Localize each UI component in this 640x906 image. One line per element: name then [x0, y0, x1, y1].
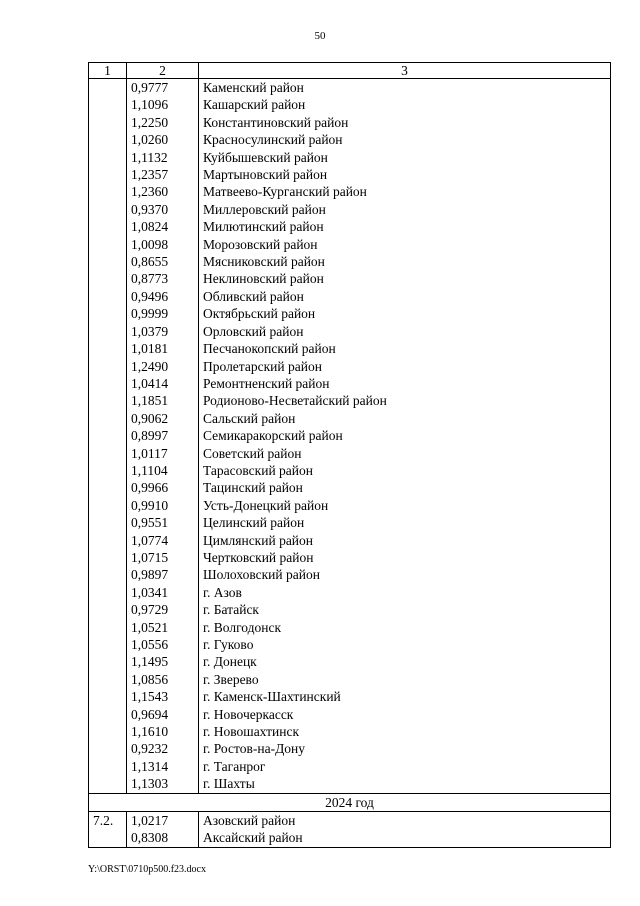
coefficient-cell: 1,1104: [127, 462, 199, 479]
row-number-cell: [89, 218, 127, 235]
coefficient-cell: 0,9897: [127, 566, 199, 583]
row-number-cell: [89, 340, 127, 357]
table-row: [89, 584, 611, 601]
table-row: [89, 514, 611, 531]
header-col-2: 2: [127, 63, 199, 79]
district-name-cell: г. Новошахтинск: [199, 723, 611, 740]
row-number-cell: [89, 497, 127, 514]
row-number-cell: [89, 758, 127, 775]
table-row: [89, 358, 611, 375]
row-number-cell: [89, 549, 127, 566]
district-name-cell: Кашарский район: [199, 96, 611, 113]
table-header-row: [89, 63, 611, 79]
table-row: [89, 479, 611, 496]
row-number-cell: [89, 201, 127, 218]
district-name-cell: Константиновский район: [199, 114, 611, 131]
district-name-cell: Мартыновский район: [199, 166, 611, 183]
district-name-cell: Матвеево-Курганский район: [199, 183, 611, 200]
coefficient-cell: 0,8773: [127, 270, 199, 287]
coefficient-cell: 0,9777: [127, 79, 199, 97]
coefficient-cell: 1,1096: [127, 96, 199, 113]
row-number-cell: [89, 270, 127, 287]
table-row: [89, 236, 611, 253]
coefficient-cell: 1,0260: [127, 131, 199, 148]
table-row: [89, 829, 611, 847]
district-name-cell: Неклиновский район: [199, 270, 611, 287]
row-number-cell: [89, 829, 127, 847]
district-name-cell: г. Батайск: [199, 601, 611, 618]
coefficient-cell: 1,0715: [127, 549, 199, 566]
table-row: [89, 566, 611, 583]
coefficient-cell: 0,9232: [127, 740, 199, 757]
table-row: [89, 427, 611, 444]
row-number-cell: [89, 584, 127, 601]
table-row: [89, 653, 611, 670]
district-name-cell: Орловский район: [199, 323, 611, 340]
row-number-cell: [89, 514, 127, 531]
table-row: [89, 149, 611, 166]
coefficient-cell: 1,0521: [127, 619, 199, 636]
district-name-cell: г. Азов: [199, 584, 611, 601]
row-number-cell: [89, 305, 127, 322]
coefficient-cell: 1,1851: [127, 392, 199, 409]
header-col-3: 3: [199, 63, 611, 79]
table-row: [89, 549, 611, 566]
year-heading-row: [89, 793, 611, 811]
coefficient-cell: 1,0856: [127, 671, 199, 688]
district-name-cell: Обливский район: [199, 288, 611, 305]
district-name-cell: Семикаракорский район: [199, 427, 611, 444]
district-name-cell: Чертковский район: [199, 549, 611, 566]
district-name-cell: Аксайский район: [199, 829, 611, 847]
coefficient-cell: 1,1132: [127, 149, 199, 166]
coefficient-cell: 0,8308: [127, 829, 199, 847]
district-name-cell: г. Зверево: [199, 671, 611, 688]
coefficient-cell: 0,9910: [127, 497, 199, 514]
district-name-cell: Куйбышевский район: [199, 149, 611, 166]
table-row: [89, 375, 611, 392]
district-name-cell: Тарасовский район: [199, 462, 611, 479]
row-number-cell: [89, 149, 127, 166]
table-row: [89, 636, 611, 653]
district-name-cell: Песчанокопский район: [199, 340, 611, 357]
table-row: [89, 688, 611, 705]
coefficient-cell: 0,8655: [127, 253, 199, 270]
row-number-cell: [89, 375, 127, 392]
coefficient-cell: 1,0414: [127, 375, 199, 392]
table-row: [89, 340, 611, 357]
row-number-cell: [89, 183, 127, 200]
row-number-cell: [89, 740, 127, 757]
coefficient-cell: 1,0379: [127, 323, 199, 340]
coefficient-cell: 0,9551: [127, 514, 199, 531]
table-row: [89, 218, 611, 235]
district-name-cell: г. Каменск-Шахтинский: [199, 688, 611, 705]
table-row: [89, 305, 611, 322]
district-name-cell: Каменский район: [199, 79, 611, 97]
row-number-cell: [89, 532, 127, 549]
district-name-cell: г. Новочеркасск: [199, 706, 611, 723]
district-name-cell: Сальский район: [199, 410, 611, 427]
district-name-cell: Ремонтненский район: [199, 375, 611, 392]
district-name-cell: г. Таганрог: [199, 758, 611, 775]
row-number-cell: [89, 566, 127, 583]
coefficient-cell: 1,0556: [127, 636, 199, 653]
district-name-cell: г. Волгодонск: [199, 619, 611, 636]
coefficient-cell: 1,1303: [127, 775, 199, 793]
row-number-cell: [89, 392, 127, 409]
district-name-cell: г. Гуково: [199, 636, 611, 653]
district-name-cell: Родионово-Несветайский район: [199, 392, 611, 409]
table-row: [89, 96, 611, 113]
coefficients-table: [88, 62, 611, 848]
coefficient-cell: 1,2360: [127, 183, 199, 200]
row-number-cell: [89, 79, 127, 97]
district-name-cell: г. Ростов-на-Дону: [199, 740, 611, 757]
page-number: 50: [314, 30, 326, 42]
row-number-cell: [89, 323, 127, 340]
row-number-cell: [89, 688, 127, 705]
table-row: [89, 288, 611, 305]
coefficient-cell: 0,9966: [127, 479, 199, 496]
table-row: [89, 462, 611, 479]
table-row: [89, 183, 611, 200]
row-number-cell: [89, 445, 127, 462]
coefficient-cell: 1,0098: [127, 236, 199, 253]
district-name-cell: Красносулинский район: [199, 131, 611, 148]
table-row: [89, 812, 611, 830]
row-number-cell: [89, 479, 127, 496]
table-row: [89, 601, 611, 618]
coefficient-cell: 0,9370: [127, 201, 199, 218]
coefficient-cell: 1,0341: [127, 584, 199, 601]
coefficient-cell: 0,9999: [127, 305, 199, 322]
row-number-cell: [89, 619, 127, 636]
coefficient-cell: 1,0181: [127, 340, 199, 357]
table-row: [89, 740, 611, 757]
table-row: [89, 392, 611, 409]
row-number-cell: [89, 636, 127, 653]
district-name-cell: Тацинский район: [199, 479, 611, 496]
table-row: [89, 410, 611, 427]
district-name-cell: Цимлянский район: [199, 532, 611, 549]
row-number-cell: [89, 288, 127, 305]
year-heading: 2024 год: [89, 793, 611, 811]
coefficient-cell: 0,9694: [127, 706, 199, 723]
row-number-cell: [89, 131, 127, 148]
table-row: [89, 131, 611, 148]
table-row: [89, 497, 611, 514]
row-number-cell: [89, 601, 127, 618]
table-row: [89, 706, 611, 723]
coefficient-cell: 1,2490: [127, 358, 199, 375]
row-number-cell: [89, 166, 127, 183]
district-name-cell: Усть-Донецкий район: [199, 497, 611, 514]
coefficient-cell: 1,0824: [127, 218, 199, 235]
table-row: [89, 445, 611, 462]
row-number-cell: [89, 462, 127, 479]
table-row: [89, 532, 611, 549]
row-number-cell: [89, 653, 127, 670]
district-name-cell: Миллеровский район: [199, 201, 611, 218]
coefficient-cell: 1,1610: [127, 723, 199, 740]
district-name-cell: Мясниковский район: [199, 253, 611, 270]
header-col-1: 1: [89, 63, 127, 79]
table-row: [89, 671, 611, 688]
district-name-cell: Азовский район: [199, 812, 611, 830]
row-number-cell: [89, 427, 127, 444]
table-row: [89, 166, 611, 183]
coefficient-cell: 1,0217: [127, 812, 199, 830]
table-row: [89, 775, 611, 793]
district-name-cell: г. Донецк: [199, 653, 611, 670]
coefficient-cell: 0,9496: [127, 288, 199, 305]
district-name-cell: Октябрьский район: [199, 305, 611, 322]
table-row: [89, 619, 611, 636]
row-number-cell: 7.2.: [89, 812, 127, 830]
coefficient-cell: 0,9729: [127, 601, 199, 618]
district-name-cell: Милютинский район: [199, 218, 611, 235]
table-row: [89, 323, 611, 340]
row-number-cell: [89, 358, 127, 375]
table-row: [89, 79, 611, 97]
table-row: [89, 270, 611, 287]
district-name-cell: Целинский район: [199, 514, 611, 531]
row-number-cell: [89, 775, 127, 793]
coefficient-cell: 0,9062: [127, 410, 199, 427]
coefficient-cell: 0,8997: [127, 427, 199, 444]
district-name-cell: Шолоховский район: [199, 566, 611, 583]
table-row: [89, 723, 611, 740]
file-path-footer: Y:\ORST\0710p500.f23.docx: [88, 864, 206, 875]
table-row: [89, 114, 611, 131]
coefficient-cell: 1,1314: [127, 758, 199, 775]
coefficient-cell: 1,0117: [127, 445, 199, 462]
coefficient-cell: 1,2250: [127, 114, 199, 131]
row-number-cell: [89, 253, 127, 270]
row-number-cell: [89, 114, 127, 131]
district-name-cell: Морозовский район: [199, 236, 611, 253]
coefficient-cell: 1,1543: [127, 688, 199, 705]
coefficient-cell: 1,0774: [127, 532, 199, 549]
row-number-cell: [89, 236, 127, 253]
row-number-cell: [89, 96, 127, 113]
row-number-cell: [89, 706, 127, 723]
coefficient-cell: 1,1495: [127, 653, 199, 670]
district-name-cell: г. Шахты: [199, 775, 611, 793]
row-number-cell: [89, 410, 127, 427]
district-name-cell: Советский район: [199, 445, 611, 462]
district-name-cell: Пролетарский район: [199, 358, 611, 375]
row-number-cell: [89, 723, 127, 740]
table-row: [89, 758, 611, 775]
coefficient-cell: 1,2357: [127, 166, 199, 183]
row-number-cell: [89, 671, 127, 688]
table-row: [89, 201, 611, 218]
table-row: [89, 253, 611, 270]
